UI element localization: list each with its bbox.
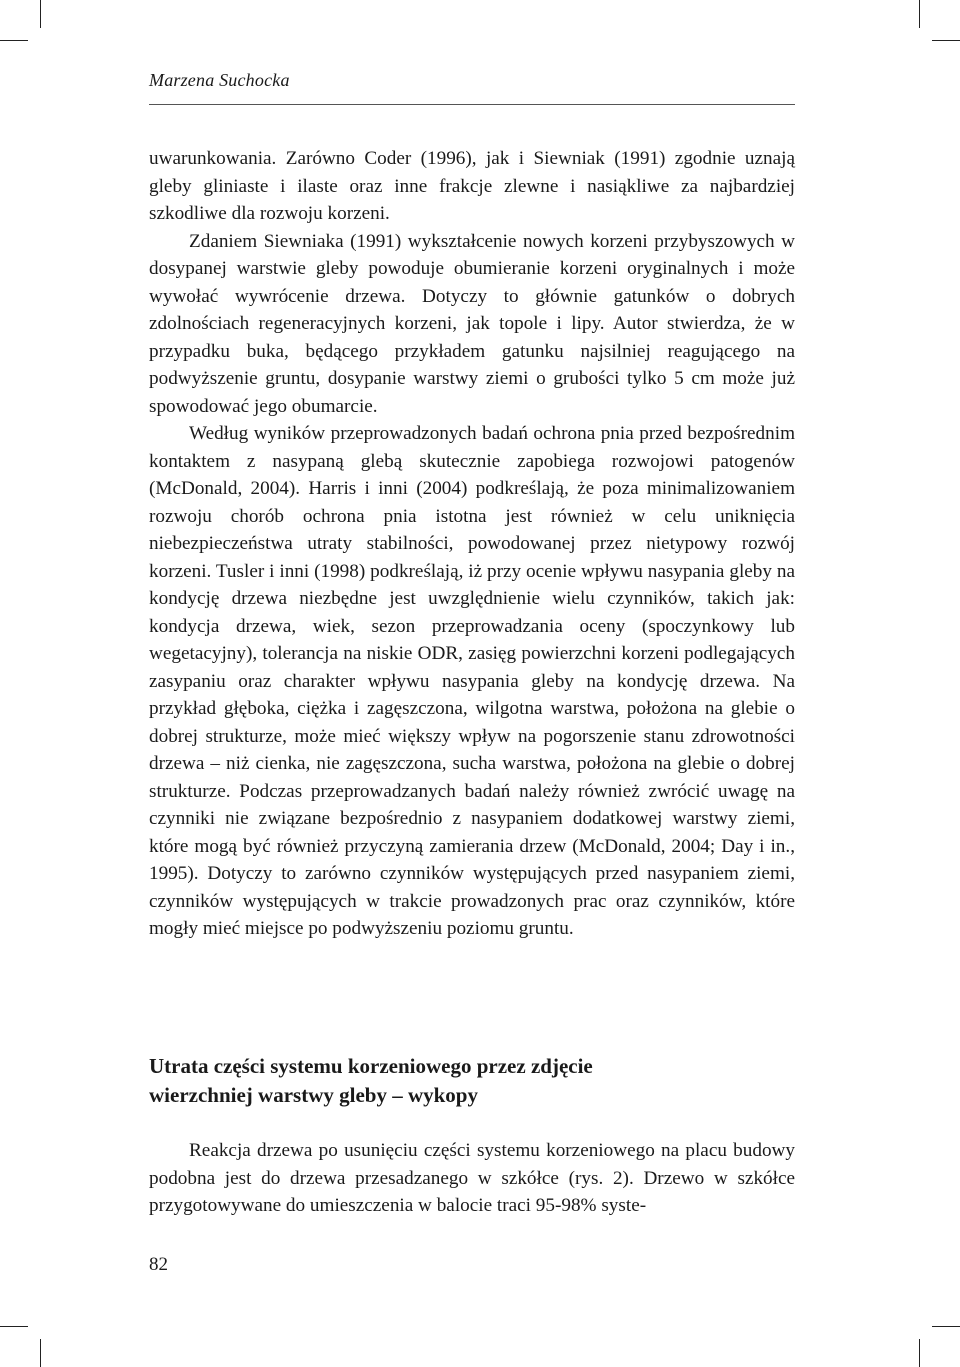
main-text bbox=[149, 145, 795, 943]
paragraph-1: uwarunkowania. Zarówno Coder (1996), jak i Siewniak (1991) zgodnie uznają gleby gliniaste i ilaste oraz inne frakcje zlewne i nasiąkliwe za najbardziej szkodliwe dla rozwoju korzeni. bbox=[149, 148, 795, 224]
crop-mark-bottom-left-h bbox=[0, 1326, 28, 1327]
section-paragraph: Reakcja drzewa po usunięciu części systemu korzeniowego na placu budowy podobna jest do drzewa przesadzanego w szkółce (rys. 2). Drzewo w szkółce przygotowywane do umieszczenia w balocie traci 95-98% syste- bbox=[149, 1140, 795, 1216]
crop-mark-top-right-h bbox=[932, 40, 960, 41]
crop-mark-bottom-right bbox=[919, 1339, 920, 1367]
crop-mark-top-left bbox=[40, 0, 41, 28]
crop-mark-top-left-h bbox=[0, 40, 28, 41]
section-heading-line-1: Utrata części systemu korzeniowego przez zdjęcie bbox=[149, 1054, 593, 1078]
section-heading-line-2: wierzchniej warstwy gleby – wykopy bbox=[149, 1083, 478, 1107]
section-heading bbox=[149, 1052, 795, 1110]
crop-mark-bottom-right-h bbox=[932, 1326, 960, 1327]
page-number: 82 bbox=[149, 1254, 168, 1275]
paragraph-3: Według wyników przeprowadzonych badań ochrona pnia przed bezpośrednim kontaktem z nasypaną glebą skutecznie zapobiega rozwojowi patogenów (McDonald, 2004). Harris i inni (2004) podkreślają, że poza minimalizowaniem rozwoju chorób ochrona pnia istotna jest również w celu uniknięcia niebezpieczeństwa utraty stabilności, powodowanej przez nietypowy rozwój korzeni. Tusler i inni (1998) podkreślają, iż przy ocenie wpływu nasypania gleby na kondycję drzewa niezbędne jest uwzględnienie wielu czynników, takich jak: kondycja drzewa, wiek, sezon przeprowadzania oceny (spoczynkowy lub wegetacyjny), tolerancja na niskie ODR, zasięg powierzchni korzeni podlegających zasypaniu oraz charakter wpływu nasypania gleby na kondycję drzewa. Na przykład głęboka, ciężka i zagęszczona, wilgotna warstwa, położona na glebie o dobrej strukturze, może mieć większy wpływ na pogorszenie stanu zdrowotności drzewa – niż cienka, nie zagęszczona, sucha warstwa, położona na glebie o dobrej strukturze. Podczas przeprowadzanych badań należy również zwrócić uwagę na czynniki nie związane bezpośrednio z nasypaniem dodatkowej warstwy ziemi, które mogą być również przyczyną zamierania drzew (McDonald, 2004; Day i in., 1995). Dotyczy to zarówno czynników występujących przed nasypaniem ziemi, czynników występujących w trakcie prowadzonych prac oraz czynników, które mogły mieć miejsce po podwyższeniu poziomu gruntu. bbox=[149, 423, 795, 939]
section-text bbox=[149, 1137, 795, 1220]
header-rule bbox=[149, 104, 795, 105]
running-header-author: Marzena Suchocka bbox=[149, 70, 290, 90]
paragraph-2: Zdaniem Siewniaka (1991) wykształcenie nowych korzeni przybyszowych w dosypanej warstwie gleby powoduje obumieranie korzeni oryginalnych i może wywołać wywrócenie drzewa. Dotyczy to głównie gatunków o dobrych zdolnościach regeneracyjnych korzeni, jak topole i lipy. Autor stwierdza, że w przypadku buka, będącego przykładem gatunku najsilniej reagującego na podwyższenie gruntu, dosypanie warstwy ziemi o grubości tylko 5 cm może już spowodować jego obumarcie. bbox=[149, 230, 795, 417]
crop-mark-bottom-left bbox=[40, 1339, 41, 1367]
crop-mark-top-right bbox=[919, 0, 920, 28]
